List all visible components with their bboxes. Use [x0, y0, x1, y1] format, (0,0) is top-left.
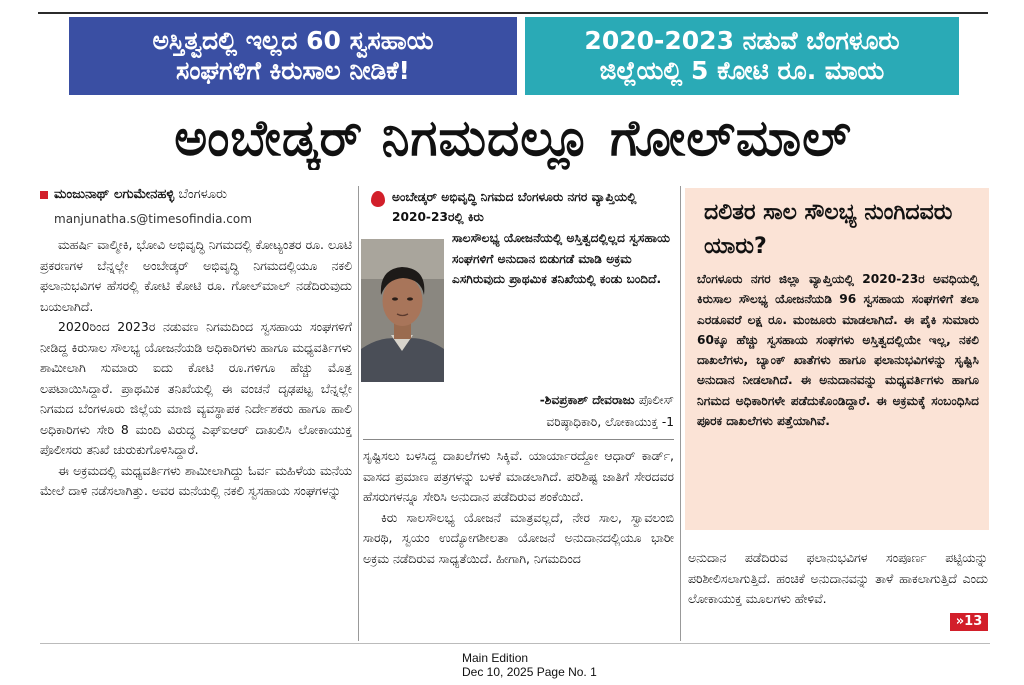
sidebar-body: ಬೆಂಗಳೂರು ನಗರ ಜಿಲ್ಲಾ ವ್ಯಾಪ್ತಿಯಲ್ಲಿ 2020-23ರ ಅವಧಿಯಲ್ಲಿ ಕಿರುಸಾಲ ಸೌಲಭ್ಯ ಯೋಜನೆಯಡಿ 96 ಸ್ವಸಹಾಯ ಸಂಘಗಳಿಗೆ ತಲಾ ಎರಡೂವರೆ ಲಕ್ಷ ರೂ. ಮಂಜೂರು ಮಾಡಲಾಗಿದೆ. ಈ ಪೈಕಿ ಸುಮಾರು 60ಕ್ಕೂ ಹೆಚ್ಚು ಸ್ವಸಹಾಯ ಸಂಘಗಳು ಅಸ್ತಿತ್ವದಲ್ಲಿಯೇ ಇಲ್ಲ, ನಕಲಿ ದಾಖಲೆಗಳು, ಬ್ಯಾಂಕ್ ಖಾತೆಗಳು ಹಾಗೂ ಫಲಾನುಭವಿಗಳನ್ನು ಸೃಷ್ಟಿಸಿ ಅನುದಾನ ನೀಡಲಾಗಿದೆ. ಈ ಅನುದಾನವನ್ನು ಮಧ್ಯವರ್ತಿಗಳು ಹಾಗೂ ನಿಗಮದ ಅಧಿಕಾರಿಗಳೇ ಪಡೆದುಕೊಂಡಿದ್ದಾರೆ. ಈ ಅಕ್ರಮಕ್ಕೆ ಸಂಬಂಧಿಸಿದ ಪೂರಕ ದಾಖಲೆಗಳು ಪತ್ತೆಯಾಗಿವೆ. — [697, 272, 979, 429]
quote-lead: ಅಂಬೇಡ್ಕರ್ ಅಭಿವೃದ್ಧಿ ನಿಗಮದ ಬೆಂಗಳೂರು ನಗರ ವ್ಯಾಪ್ತಿಯಲ್ಲಿ 2020-23ರಲ್ಲಿ ಕಿರು — [392, 190, 637, 224]
byline-place: ಬೆಂಗಳೂರು — [178, 187, 228, 202]
column-2-paragraph-2: ಕಿರು ಸಾಲಸೌಲಭ್ಯ ಯೋಜನೆ ಮಾತ್ರವಲ್ಲದೆ, ನೇರ ಸಾಲ, ಸ್ವಾವಲಂಬಿ ಸಾರಥಿ, ಸ್ವಯಂ ಉದ್ಯೋಗಶೀಲತಾ ಯೋಜನೆ ಅನುದಾನದಲ್ಲಿಯೂ ಭಾರೀ ಅಕ್ರಮ ನಡೆದಿರುವ ಸಾಧ್ಯತೆಯಿದೆ. ಹೀಗಾಗಿ, ನಿಗಮದಿಂದ — [363, 509, 674, 566]
byline — [40, 187, 360, 202]
banner-left-line-1: ಅಸ್ತಿತ್ವದಲ್ಲಿ ಇಲ್ಲದ 60 ಸ್ವಸಹಾಯ — [152, 25, 434, 55]
byline-name: ಮಂಜುನಾಥ್ ಲಗುಮೇನಹಳ್ಳಿ — [54, 187, 175, 202]
article-column-2 — [363, 446, 674, 641]
quote-separator — [363, 439, 674, 440]
column-2-paragraph-1: ಸೃಷ್ಟಿಸಲು ಬಳಸಿದ್ದ ದಾಖಲೆಗಳು ಸಿಕ್ಕಿವೆ. ಯಾರ್ಯಾರದ್ದೋ ಆಧಾರ್ ಕಾರ್ಡ್, ವಾಸದ ಪ್ರಮಾಣ ಪತ್ರಗಳನ್ನು ಬಳಕೆ ಮಾಡಲಾಗಿದೆ. ಪರಿಶಿಷ್ಟ ಜಾತಿಗೆ ಸೇರದವರ ಹೆಸರುಗಳನ್ನೂ ಸೇರಿಸಿ ಅನುದಾನ ಪಡೆದಿರುವ ಶಂಕೆಯಿದೆ. — [363, 448, 674, 504]
page-footer — [462, 651, 597, 679]
continued-on-page-badge[interactable]: »13 — [950, 613, 988, 631]
column-divider-2 — [680, 186, 681, 641]
sidebar-title: ದಲಿತರ ಸಾಲ ಸೌಲಭ್ಯ ನುಂಗಿದವರು ಯಾರು? — [704, 200, 953, 259]
banner-right — [525, 17, 959, 95]
column-divider-1 — [358, 186, 359, 641]
top-rule — [38, 12, 988, 14]
byline-email[interactable]: manjunatha.s@timesofindia.com — [54, 212, 252, 226]
official-photo — [361, 239, 444, 382]
article-column-1 — [40, 235, 352, 645]
quote-body: ಸಾಲಸೌಲಭ್ಯ ಯೋಜನೆಯಲ್ಲಿ ಅಸ್ತಿತ್ವದಲ್ಲಿಲ್ಲದ ಸ್ವಸಹಾಯ ಸಂಘಗಳಿಗೆ ಅನುದಾನ ಬಿಡುಗಡೆ ಮಾಡಿ ಅಕ್ರಮ ಎಸಗಿರುವುದು ಪ್ರಾಥಮಿಕ ತನಿಖೆಯಲ್ಲಿ ಕಂಡು ಬಂದಿದೆ. — [452, 231, 671, 286]
article-column-3 — [688, 548, 988, 638]
quote-role-1: ಪೊಲೀಸ್ — [638, 393, 674, 407]
banner-right-line-1: 2020-2023 ನಡುವೆ ಬೆಂಗಳೂರು — [584, 25, 900, 55]
banner-left — [69, 17, 517, 95]
column-3-paragraph: ಅನುದಾನ ಪಡೆದಿರುವ ಫಲಾನುಭವಿಗಳ ಸಂಪೂರ್ಣ ಪಟ್ಟಿಯನ್ನು ಪರಿಶೀಲಿಸಲಾಗುತ್ತಿದೆ. ಹಂಚಿಕೆ ಅನುದಾನವನ್ನು ತಾಳೆ ಹಾಕಲಾಗುತ್ತಿದೆ ಎಂದು ಲೋಕಾಯುಕ್ತ ಮೂಲಗಳು ಹೇಳಿವೆ. — [688, 550, 988, 606]
quote-marker-icon — [371, 191, 385, 207]
column-1-paragraph-1: ಮಹರ್ಷಿ ವಾಲ್ಮೀಕಿ, ಭೋವಿ ಅಭಿವೃದ್ಧಿ ನಿಗಮದಲ್ಲಿ ಕೋಟ್ಯಂತರ ರೂ. ಲೂಟಿ ಪ್ರಕರಣಗಳ ಬೆನ್ನಲ್ಲೇ ಅಂಬೇಡ್ಕರ್ ಅಭಿವೃದ್ಧಿ ನಿಗಮದಲ್ಲಿಯೂ ನಕಲಿ ಫಲಾನುಭವಿಗಳ ಹೆಸರಲ್ಲಿ ಕೋಟಿ ಕೋಟಿ ರೂ. ಗೋಲ್‌ಮಾಲ್ ನಡೆದಿರುವುದು ಬಯಲಾಗಿದೆ. — [40, 237, 352, 314]
portrait-image — [361, 239, 444, 382]
headline: ಅಂಬೇಡ್ಕರ್ ನಿಗಮದಲ್ಲೂ ಗೋಲ್‌ಮಾಲ್ — [174, 109, 852, 167]
column-1-paragraph-2: 2020ರಿಂದ 2023ರ ನಡುವಣ ನಿಗಮದಿಂದ ಸ್ವಸಹಾಯ ಸಂಘಗಳಿಗೆ ನೀಡಿದ್ದ ಕಿರುಸಾಲ ಸೌಲಭ್ಯ ಯೋಜನೆಯಡಿ ಅಧಿಕಾರಿಗಳು ಹಾಗೂ ಮಧ್ಯವರ್ತಿಗಳು ಶಾಮೀಲಾಗಿ ಸುಮಾರು ಐದು ಕೋಟಿ ರೂ.ಗಳಿಗೂ ಹೆಚ್ಚು ಮೊತ್ತ ಲಪಟಾಯಿಸಿದ್ದಾರೆ. ಪ್ರಾಥಮಿಕ ತನಿಖೆಯಲ್ಲಿ ಈ ವಂಚನೆ ದೃಢಪಟ್ಟ ಬೆನ್ನಲ್ಲೇ ನಿಗಮದ ಬೆಂಗಳೂರು ಜಿಲ್ಲೆಯ ಮಾಜಿ ವ್ಯವಸ್ಥಾಪಕ ನಿರ್ದೇಶಕರು ಹಾಗೂ ಹಾಲಿ ಅಧಿಕಾರಿಗಳು ಸೇರಿ 8 ಮಂದಿ ವಿರುದ್ಧ ಎಫ್‌ಐಆರ್ ದಾಖಲಿಸಿ ಲೋಕಾಯುಕ್ತ ಪೊಲೀಸರು ತನಿಖೆ ಚುರುಕುಗೊಳಿಸಿದ್ದಾರೆ. — [40, 319, 352, 457]
byline-square-icon — [40, 191, 48, 199]
sidebar-box — [685, 188, 989, 530]
quote-author: -ಶಿವಪ್ರಕಾಶ್ ದೇವರಾಜು — [539, 393, 635, 407]
bottom-rule — [40, 643, 990, 644]
banner-right-line-2: ಜಿಲ್ಲೆಯಲ್ಲಿ 5 ಕೋಟಿ ರೂ. ಮಾಯ — [599, 56, 885, 85]
banner-left-line-2: ಸಂಘಗಳಿಗೆ ಕಿರುಸಾಲ ನೀಡಿಕೆ! — [176, 56, 410, 85]
date-page-label: Dec 10, 2025 Page No. 1 — [462, 665, 597, 679]
quote-role-2: ವರಿಷ್ಠಾಧಿಕಾರಿ, ಲೋಕಾಯುಕ್ತ -1 — [546, 415, 674, 429]
edition-label: Main Edition — [462, 651, 529, 665]
column-1-paragraph-3: ಈ ಅಕ್ರಮದಲ್ಲಿ ಮಧ್ಯವರ್ತಿಗಳು ಶಾಮೀಲಾಗಿದ್ದು ಓರ್ವ ಮಹಿಳೆಯ ಮನೆಯ ಮೇಲೆ ದಾಳಿ ನಡೆಸಲಾಗಿತ್ತು. ಅವರ ಮನೆಯಲ್ಲಿ ನಕಲಿ ಸ್ವಸಹಾಯ ಸಂಘಗಳನ್ನು — [40, 462, 352, 498]
quote-attribution — [470, 389, 674, 433]
